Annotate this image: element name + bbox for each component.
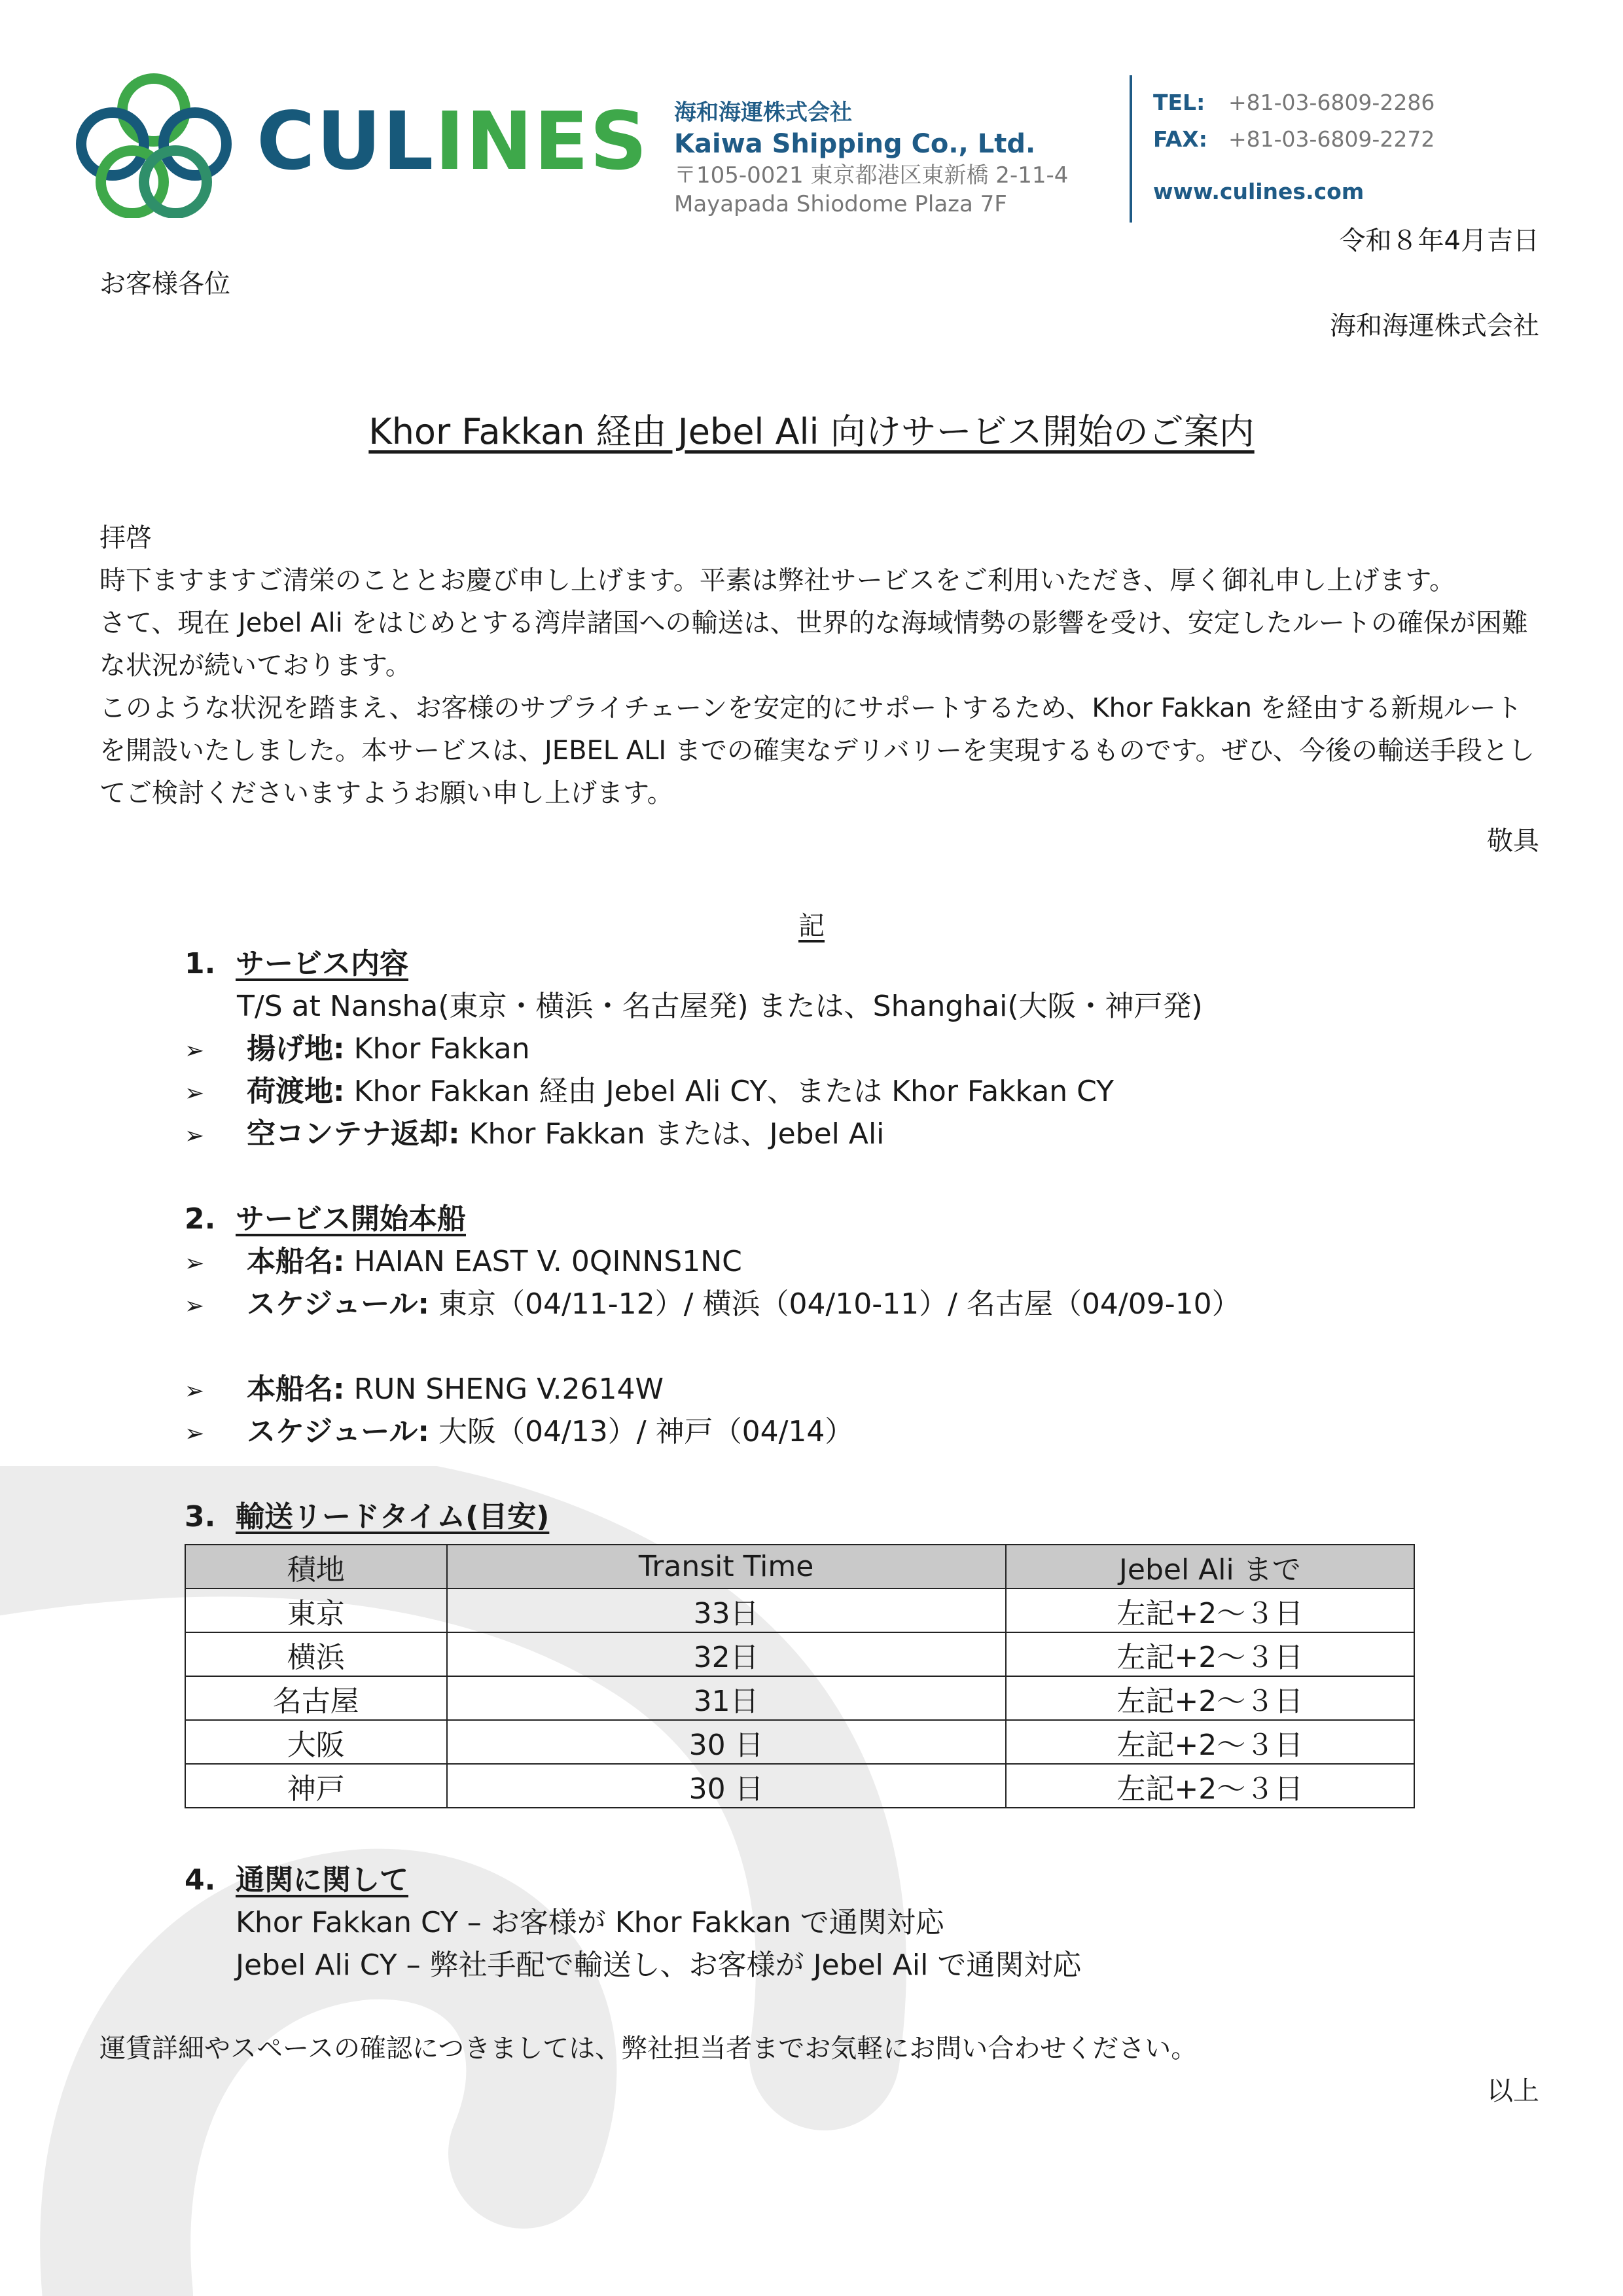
- address-line2: Mayapada Shiodome Plaza 7F: [674, 191, 1007, 217]
- arrow-bullet-icon: ➢: [185, 1293, 205, 1319]
- section-2-heading: 2. サービス開始本船: [185, 1202, 466, 1236]
- opening: 拝啓: [99, 523, 152, 553]
- footer-note: 運賃詳細やスペースの確認につきましては、弊社担当者までお気軽にお問い合わせください。: [99, 2034, 1198, 2064]
- paragraph-3: このような状況を踏まえ、お客様のサプライチェーンを安定的にサポートするため、Khor Fakkan を経由する新規ルートを開設いたしました。本サービスは、JEBEL ALI までの確実なデリバリーを実現するものです。ぜひ、今後の輸送手段としてご検討くださいますようお願い申し上げます。: [99, 693, 1535, 808]
- culines-wordmark: CULINES: [257, 95, 649, 188]
- bullet-delivery: ➢ 荷渡地: Khor Fakkan 経由 Jebel Ali CY、または Khor Fakkan CY: [185, 1070, 1114, 1115]
- bullet-empty-return: ➢ 空コンテナ返却: Khor Fakkan または、Jebel Ali: [185, 1113, 884, 1158]
- table-cell: 横浜: [185, 1632, 447, 1676]
- tel-label: TEL:: [1153, 90, 1205, 115]
- website-link[interactable]: www.culines.com: [1153, 179, 1364, 204]
- table-cell: 32日: [447, 1632, 1006, 1676]
- arrow-bullet-icon: ➢: [185, 1378, 205, 1405]
- arrow-bullet-icon: ➢: [185, 1037, 205, 1064]
- bullet-pod: ➢ 揚げ地: Khor Fakkan: [185, 1028, 530, 1073]
- table-cell: 左記+2～３日: [1006, 1764, 1414, 1808]
- contact-block: [1153, 88, 1435, 214]
- culines-logo-icon: [72, 71, 236, 218]
- paragraph-1: 時下ますますご清栄のこととお慶び申し上げます。平素は弊社サービスをご利用いただき、厚く御礼申し上げます。: [99, 565, 1455, 596]
- column-header: 積地: [185, 1545, 447, 1588]
- letter-date: 令和８年4月吉日: [1339, 226, 1539, 256]
- table-cell: 左記+2～３日: [1006, 1632, 1414, 1676]
- paragraph-2: さて、現在 Jebel Ali をはじめとする湾岸諸国への輸送は、世界的な海域情勢の影響を受け、安定したルートの確保が困難な状況が続いております。: [99, 608, 1528, 681]
- arrow-bullet-icon: ➢: [185, 1080, 205, 1107]
- closing: 敬具: [1487, 826, 1539, 856]
- company-block: [674, 98, 1068, 219]
- arrow-bullet-icon: ➢: [185, 1122, 205, 1149]
- table-cell: 左記+2～３日: [1006, 1676, 1414, 1720]
- column-header: Transit Time: [447, 1545, 1006, 1588]
- table-row: [185, 1720, 1414, 1764]
- section-1-heading: 1. サービス内容: [185, 947, 408, 980]
- table-cell: 左記+2～３日: [1006, 1720, 1414, 1764]
- header-divider: [1130, 75, 1132, 223]
- recipient: お客様各位: [99, 269, 230, 299]
- table-cell: 神戸: [185, 1764, 447, 1808]
- table-cell: 30 日: [447, 1764, 1006, 1808]
- fax-value: +81-03-6809-2272: [1228, 126, 1435, 152]
- bullet-schedule-2: ➢ スケジュール: 大阪（04/13）/ 神戸（04/14）: [185, 1410, 853, 1456]
- sender: 海和海運株式会社: [1330, 311, 1539, 341]
- table-row: [185, 1764, 1414, 1808]
- table-header-row: [185, 1545, 1414, 1588]
- column-header: Jebel Ali まで: [1006, 1545, 1414, 1588]
- address-line1: 〒105-0021 東京都港区東新橋 2-11-4: [674, 162, 1069, 188]
- bullet-vessel-2: ➢ 本船名: RUN SHENG V.2614W: [185, 1368, 664, 1413]
- table-cell: 大阪: [185, 1720, 447, 1764]
- table-cell: 東京: [185, 1588, 447, 1632]
- end-mark: 以上: [1487, 2076, 1539, 2106]
- fax-label: FAX:: [1153, 126, 1207, 152]
- table-row: [185, 1632, 1414, 1676]
- company-name-en: Kaiwa Shipping Co., Ltd.: [674, 129, 1036, 159]
- ki-heading: 記: [798, 911, 825, 941]
- bullet-vessel-1: ➢ 本船名: HAIAN EAST V. 0QINNS1NC: [185, 1240, 742, 1285]
- table-row: [185, 1588, 1414, 1632]
- company-name-jp: 海和海運株式会社: [674, 99, 852, 126]
- tel-value: +81-03-6809-2286: [1228, 90, 1435, 115]
- letter-body: [99, 517, 1539, 815]
- bullet-schedule-1: ➢ スケジュール: 東京（04/11-12）/ 横浜（04/10-11）/ 名古屋（04/09-10）: [185, 1283, 1241, 1328]
- lead-time-table: [185, 1544, 1415, 1808]
- arrow-bullet-icon: ➢: [185, 1420, 205, 1447]
- section-3-heading: 3. 輸送リードタイム(目安): [185, 1500, 550, 1534]
- section-4-heading: 4. 通関に関して: [185, 1863, 408, 1897]
- table-row: [185, 1676, 1414, 1720]
- section-1-route: T/S at Nansha(東京・横浜・名古屋発) または、Shanghai(大阪・神戸発): [237, 990, 1203, 1023]
- table-cell: 左記+2～３日: [1006, 1588, 1414, 1632]
- table-cell: 33日: [447, 1588, 1006, 1632]
- customs-line-2: Jebel Ali CY – 弊社手配で輸送し、お客様が Jebel Ail で通関対応: [236, 1948, 1082, 1982]
- customs-line-1: Khor Fakkan CY – お客様が Khor Fakkan で通関対応: [236, 1906, 944, 1939]
- table-cell: 30 日: [447, 1720, 1006, 1764]
- table-cell: 31日: [447, 1676, 1006, 1720]
- table-cell: 名古屋: [185, 1676, 447, 1720]
- arrow-bullet-icon: ➢: [185, 1250, 205, 1277]
- page-title: Khor Fakkan 経由 Jebel Ali 向けサービス開始のご案内: [368, 411, 1255, 452]
